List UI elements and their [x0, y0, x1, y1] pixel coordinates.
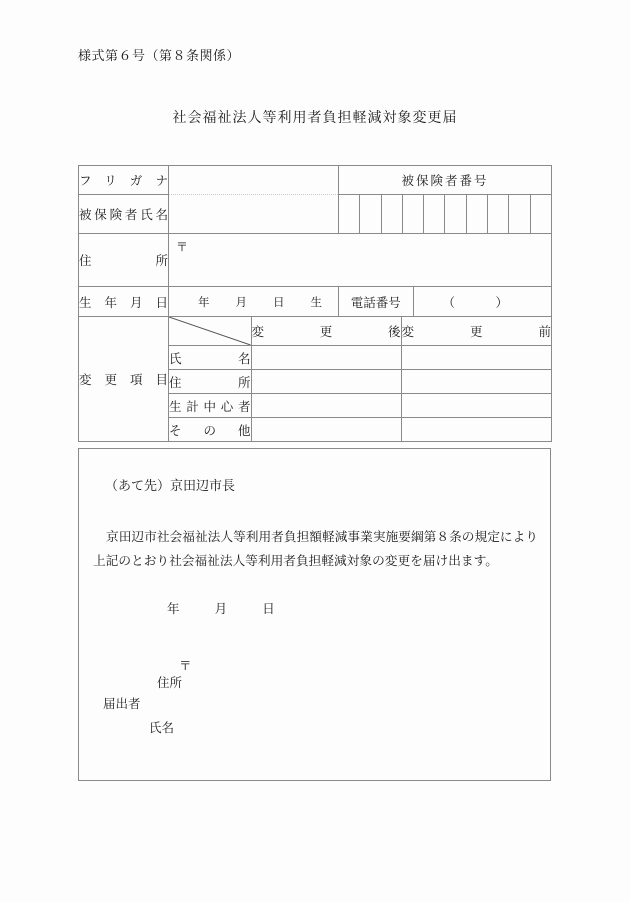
table-row-furigana [79, 166, 552, 195]
insurer-number-box[interactable] [488, 195, 509, 233]
table-row-insured-name [79, 195, 552, 234]
insured-name-label: 被保険者氏名 [79, 195, 169, 234]
change-before-field-breadwinner[interactable] [401, 394, 551, 418]
change-before-field-other[interactable] [401, 418, 551, 442]
change-after-field-breadwinner[interactable] [251, 394, 401, 418]
date-month-unit: 月 [214, 602, 228, 616]
submitter-block [91, 659, 391, 741]
birthdate-value-field[interactable] [169, 287, 339, 317]
change-row-label-breadwinner: 生計中心者 [169, 394, 251, 418]
telephone-cell [339, 287, 552, 317]
submitter-postal-code-icon: 〒 [179, 659, 192, 673]
change-row-label-other: その他 [169, 418, 251, 442]
birthdate-month-unit: 月 [235, 296, 247, 309]
table-row [169, 346, 551, 370]
insured-name-value-field[interactable] [169, 195, 339, 234]
telephone-value-field[interactable]: （ ） [413, 287, 551, 316]
change-after-field-other[interactable] [251, 418, 401, 442]
change-table-container [169, 317, 552, 442]
insurer-number-grid [339, 195, 551, 233]
insurer-number-box[interactable] [531, 195, 551, 233]
submission-date-line[interactable] [167, 599, 275, 617]
insurer-number-box[interactable] [403, 195, 424, 233]
column-header-before: 変更前 [401, 317, 551, 346]
table-row-change-header [79, 317, 552, 442]
change-after-field-name[interactable] [251, 346, 401, 370]
insurer-number-box[interactable] [382, 195, 403, 233]
table-row-address [79, 234, 552, 287]
insurer-number-label: 被保険者番号 [339, 166, 552, 195]
change-before-field-name[interactable] [401, 346, 551, 370]
submitter-name-label: 氏名 [149, 721, 175, 736]
statement-body-text: 京田辺市社会福祉法人等利用者負担額軽減事業実施要綱第８条の規定により上記のとおり社会福祉法人等利用者負担軽減対象の変更を届け出ます。 [93, 530, 538, 568]
address-label: 住所 [79, 234, 169, 287]
birthdate-day-unit: 日 [273, 296, 285, 309]
insurer-number-box[interactable] [445, 195, 466, 233]
furigana-value-field[interactable] [169, 166, 339, 195]
change-after-field-address[interactable] [251, 370, 401, 394]
furigana-label: フリガナ [79, 166, 169, 195]
birthdate-label: 生年月日 [79, 287, 169, 317]
table-row [169, 370, 551, 394]
address-value-field[interactable] [169, 234, 552, 287]
submitter-address-label: 住所 [157, 676, 183, 691]
change-items-label: 変更項目 [79, 317, 169, 442]
postal-code-icon: 〒 [176, 240, 189, 254]
insurer-number-box[interactable] [360, 195, 381, 233]
insurer-number-box[interactable] [424, 195, 445, 233]
birthdate-blanks [169, 294, 338, 310]
addressee-line: （あて先）京田辺市長 [105, 478, 236, 493]
applicant-info-table [78, 165, 552, 442]
diagonal-line-icon [169, 317, 251, 345]
table-row [169, 394, 551, 418]
statement-box [78, 448, 551, 781]
date-day-unit: 日 [262, 602, 275, 616]
table-row [169, 418, 551, 442]
telephone-label: 電話番号 [339, 287, 413, 316]
insurer-number-box[interactable] [509, 195, 530, 233]
form-code: 様式第６号（第８条関係） [78, 48, 241, 63]
column-header-after: 変更後 [251, 317, 401, 346]
change-row-label-name: 氏名 [169, 346, 251, 370]
insurer-number-box[interactable] [339, 195, 360, 233]
table-row-birthdate [79, 287, 552, 317]
date-year-unit: 年 [167, 602, 180, 616]
submitter-label: 届出者 [103, 697, 141, 712]
insurer-number-box[interactable] [467, 195, 488, 233]
birthdate-year-unit: 年 [198, 296, 210, 309]
document-title: 社会福祉法人等利用者負担軽減対象変更届 [172, 111, 458, 126]
change-before-field-address[interactable] [401, 370, 551, 394]
birthdate-born-suffix: 生 [310, 296, 322, 309]
change-row-label-address: 住所 [169, 370, 251, 394]
insurer-number-boxes[interactable] [339, 195, 552, 234]
diagonal-divider-cell [169, 317, 251, 346]
